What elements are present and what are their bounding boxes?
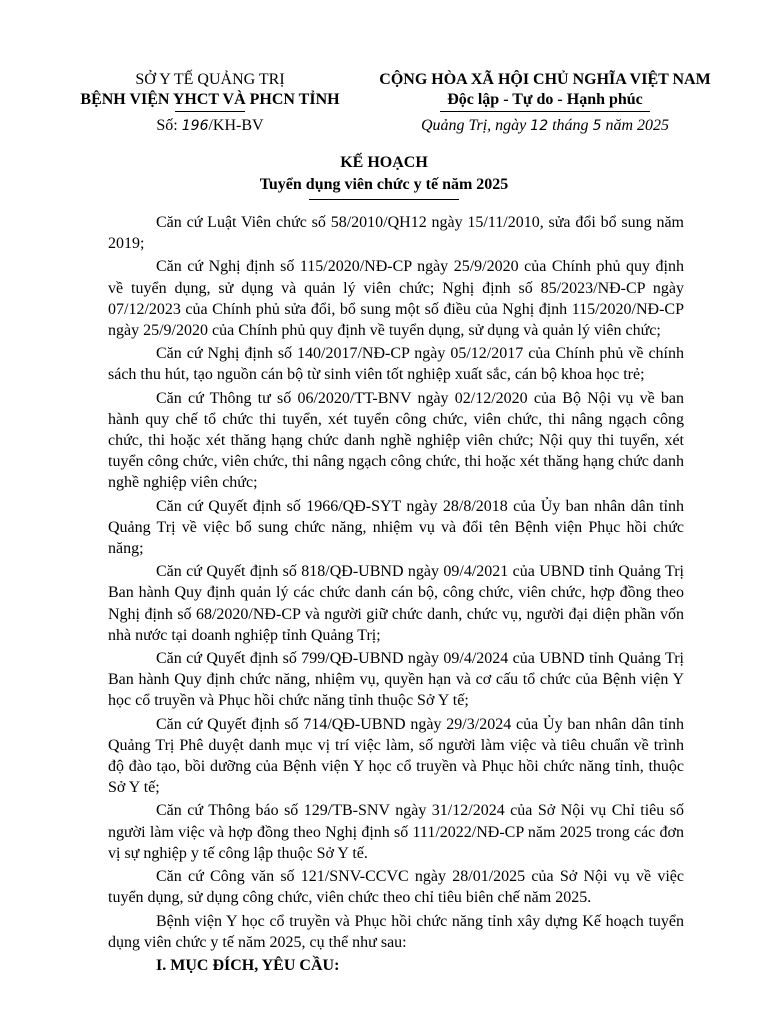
issuer-hospital: BỆNH VIỆN YHCT VÀ PHCN TỈNH [80,91,340,108]
document-number-handwritten: 196 [181,118,209,134]
document-title-block [0,152,768,200]
document-date [360,116,730,136]
motto-underline [440,111,650,112]
paragraph: Căn cứ Nghị định số 140/2017/NĐ-CP ngày 05/12/2017 của Chính phủ về chính sách thu hút, tạo nguồn cán bộ từ sinh viên tốt nghiệp xuất sắc, cán bộ khoa học trẻ; [108,345,684,384]
document-title: KẾ HOẠCH [340,154,428,171]
date-place: Quảng Trị, ngày [420,117,527,134]
document-number-prefix: Số: [156,117,178,134]
paragraph: Căn cứ Thông tư số 06/2020/TT-BNV ngày 02/12/2020 của Bộ Nội vụ về ban hành quy chế tổ chức thi tuyển, xét tuyển công chức, viên chức, thi nâng ngạch công chức, thi hoặc xét thăng hạng chức danh nghề nghiệp viên chức; Nội quy thi tuyển, xét tuyển công chức, viên chức, thi nâng ngạch công chức, thi hoặc xét thăng hạng chức danh nghề nghiệp viên chức; [108,389,684,492]
date-year: năm 2025 [605,117,670,134]
paragraph: Căn cứ Thông báo số 129/TB-SNV ngày 31/12/2024 của Sở Nội vụ Chỉ tiêu số người làm việc và hợp đồng theo Nghị định số 111/2022/NĐ-CP năm 2025 trong các đơn vị sự nghiệp y tế công lập thuộc Sở Y tế. [108,802,684,862]
paragraph: Căn cứ Quyết định số 714/QĐ-UBND ngày 29/3/2024 của Ủy ban nhân dân tỉnh Quảng Trị Phê duyệt danh mục vị trí việc làm, số người làm việc và tiêu chuẩn về trình độ đào tạo, bồi dưỡng của Bệnh viện Y học cổ truyền và Phục hồi chức năng tỉnh, thuộc Sở Y tế; [108,715,684,797]
issuer-org: SỞ Y TẾ QUẢNG TRỊ [135,71,285,88]
section-heading: I. MỤC ĐÍCH, YÊU CẦU: [156,956,340,974]
issuer-underline [175,111,245,112]
national-block [360,70,730,136]
paragraph: Bệnh viện Y học cổ truyền và Phục hồi chức năng tỉnh xây dựng Kế hoạch tuyển dụng viên chức y tế năm 2025, cụ thể như sau: [108,912,684,951]
paragraph: Căn cứ Quyết định số 799/QĐ-UBND ngày 09/4/2024 của UBND tỉnh Quảng Trị Ban hành Quy định chức năng, nhiệm vụ, quyền hạn và cơ cấu tổ chức của Bệnh viện Y học cổ truyền và Phục hồi chức năng tỉnh thuộc Sở Y tế; [108,650,684,710]
document-body [108,212,684,978]
paragraph: Căn cứ Công văn số 121/SNV-CCVC ngày 28/01/2025 của Sở Nội vụ về việc tuyển dụng, sử dụng công chức, viên chức theo chỉ tiêu biên chế năm 2025. [108,868,684,907]
national-motto: Độc lập - Tự do - Hạnh phúc [447,91,643,108]
document-number [70,116,350,136]
document-subtitle: Tuyển dụng viên chức y tế năm 2025 [259,176,509,193]
date-day: 12 [530,118,549,134]
issuer-block [70,70,350,136]
paragraph: Căn cứ Luật Viên chức số 58/2010/QH12 ngày 15/11/2010, sửa đổi bổ sung năm 2019; [108,214,684,253]
date-month: 5 [592,118,602,134]
paragraph: Căn cứ Quyết định số 1966/QĐ-SYT ngày 28/8/2018 của Ủy ban nhân dân tỉnh Quảng Trị về việc bổ sung chức năng, nhiệm vụ và đổi tên Bệnh viện Phục hồi chức năng; [108,497,684,558]
paragraph: Căn cứ Nghị định số 115/2020/NĐ-CP ngày 25/9/2020 của Chính phủ quy định về tuyển dụng, sử dụng và quản lý viên chức; Nghị định số 85/2023/NĐ-CP ngày 07/12/2023 của Chính phủ sửa đổi, bổ sung một số điều của Nghị định 115/2020/NĐ-CP ngày 25/9/2020 của Chính phủ quy định về tuyển dụng, sử dụng và quản lý viên chức; [108,258,684,340]
document-number-suffix: /KH-BV [208,117,264,134]
national-title: CỘNG HÒA XÃ HỘI CHỦ NGHĨA VIỆT NAM [379,71,711,88]
title-underline [309,199,459,200]
date-month-word: tháng [552,117,589,134]
paragraph: Căn cứ Quyết định số 818/QĐ-UBND ngày 09/4/2021 của UBND tỉnh Quảng Trị Ban hành Quy định quản lý các chức danh cán bộ, công chức, viên chức, hợp đồng theo Nghị định số 68/2020/NĐ-CP và người giữ chức danh, chức vụ, người đại diện phần vốn nhà nước tại doanh nghiệp tỉnh Quảng Trị; [108,563,684,644]
